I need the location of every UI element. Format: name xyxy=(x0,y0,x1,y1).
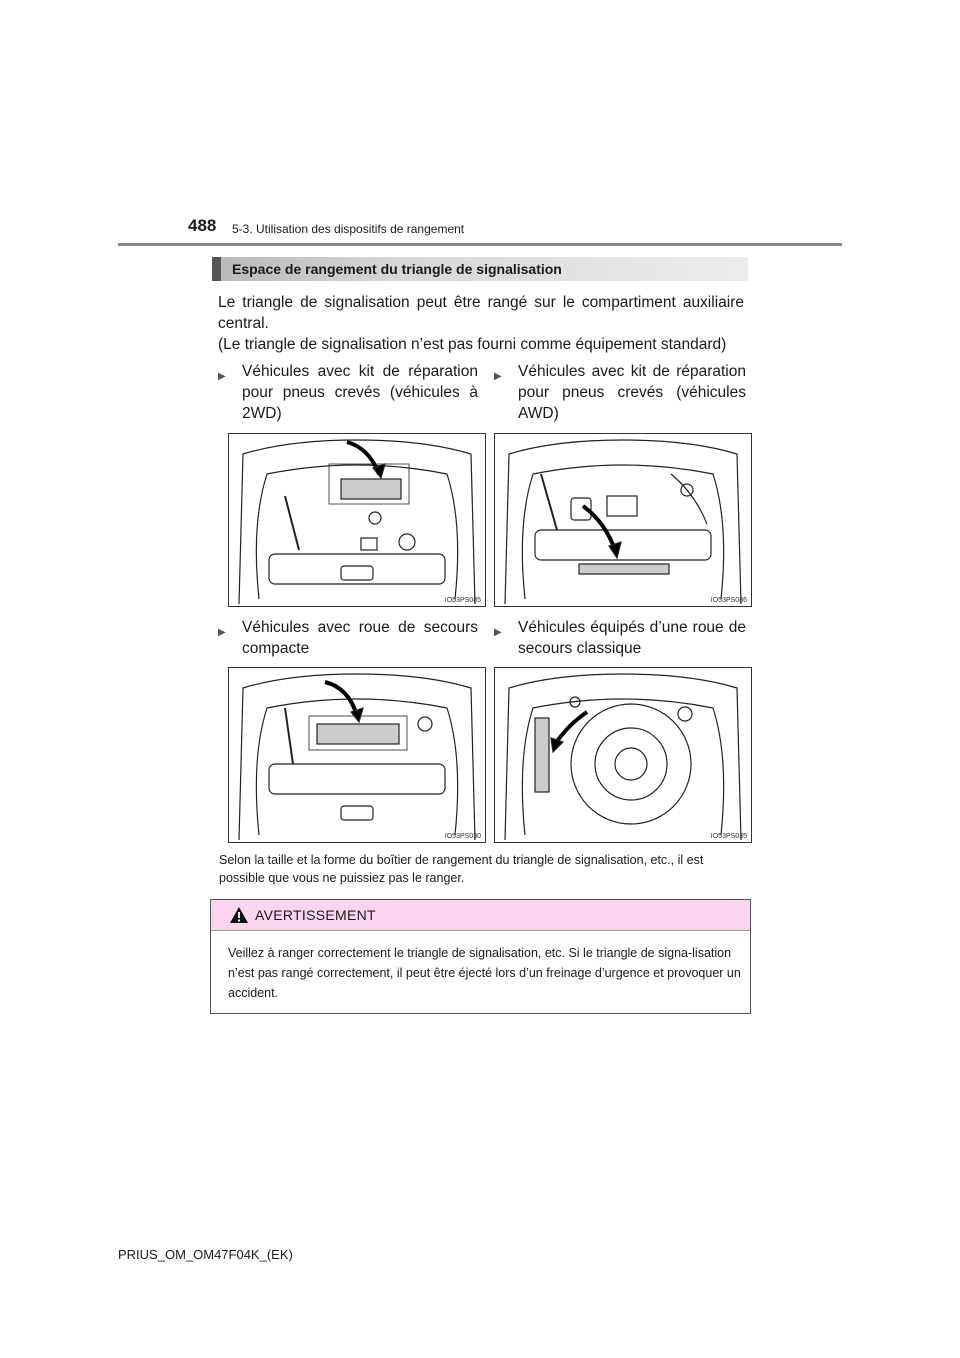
figure-trunk-2wd-repair-kit xyxy=(228,433,486,607)
intro-line-1: Le triangle de signalisation peut être rangé sur le compartiment auxiliaire xyxy=(218,294,744,311)
figure-trunk-compact-spare xyxy=(228,667,486,843)
figure-code: IO53PS086 xyxy=(710,597,747,604)
intro-line-2: central. xyxy=(218,315,269,332)
figure-code: IO53PS030 xyxy=(444,833,481,840)
warning-text: Veillez à ranger correctement le triangle de signalisation, etc. Si le triangle de signa-lisation n’est pas rangé correctement, il peut être éjecté lors d’un freinage d’urgence et provoquer un accident. xyxy=(228,946,741,1000)
bullet-triangle-icon: ▶ xyxy=(494,371,502,382)
bullet-triangle-icon: ▶ xyxy=(218,627,226,638)
bullet-triangle-icon: ▶ xyxy=(494,627,502,638)
figure-code: IO53PS035 xyxy=(710,833,747,840)
figure-caption-3: ▶ Véhicules avec roue de secours compacte xyxy=(218,619,478,657)
header-divider xyxy=(118,243,842,246)
footer-doc-code: PRIUS_OM_OM47F04K_(EK) xyxy=(118,1247,293,1262)
figure-caption-1: ▶ Véhicules avec kit de réparation pour pneus crevés (véhicules à 2WD) xyxy=(218,363,478,422)
note-text: Selon la taille et la forme du boîtier de rangement du triangle de signalisation, etc., il est possible que vous ne puissiez pas le ranger. xyxy=(219,853,704,885)
title-accent xyxy=(212,257,221,281)
intro-line-3: (Le triangle de signalisation n’est pas fourni comme équipement standard) xyxy=(218,336,727,353)
figure-trunk-awd-repair-kit xyxy=(494,433,752,607)
warning-icon xyxy=(229,906,249,924)
section-header: 5-3. Utilisation des dispositifs de rangement xyxy=(232,222,465,236)
figure-caption-4: ▶ Véhicules équipés d’une roue de secours classique xyxy=(494,619,746,657)
figure-code: IO53PS085 xyxy=(444,597,481,604)
section-title: Espace de rangement du triangle de signalisation xyxy=(232,261,562,277)
warning-box xyxy=(210,899,751,1014)
page-number: 488 xyxy=(188,216,217,235)
warning-title: AVERTISSEMENT xyxy=(255,907,376,923)
section-title-bar xyxy=(212,257,748,281)
figure-caption-2: ▶ Véhicules avec kit de réparation pour pneus crevés (véhicules AWD) xyxy=(494,363,746,422)
figure-trunk-full-spare xyxy=(494,667,752,843)
intro-paragraph xyxy=(218,292,744,355)
bullet-triangle-icon: ▶ xyxy=(218,371,226,382)
warning-header xyxy=(211,900,750,931)
